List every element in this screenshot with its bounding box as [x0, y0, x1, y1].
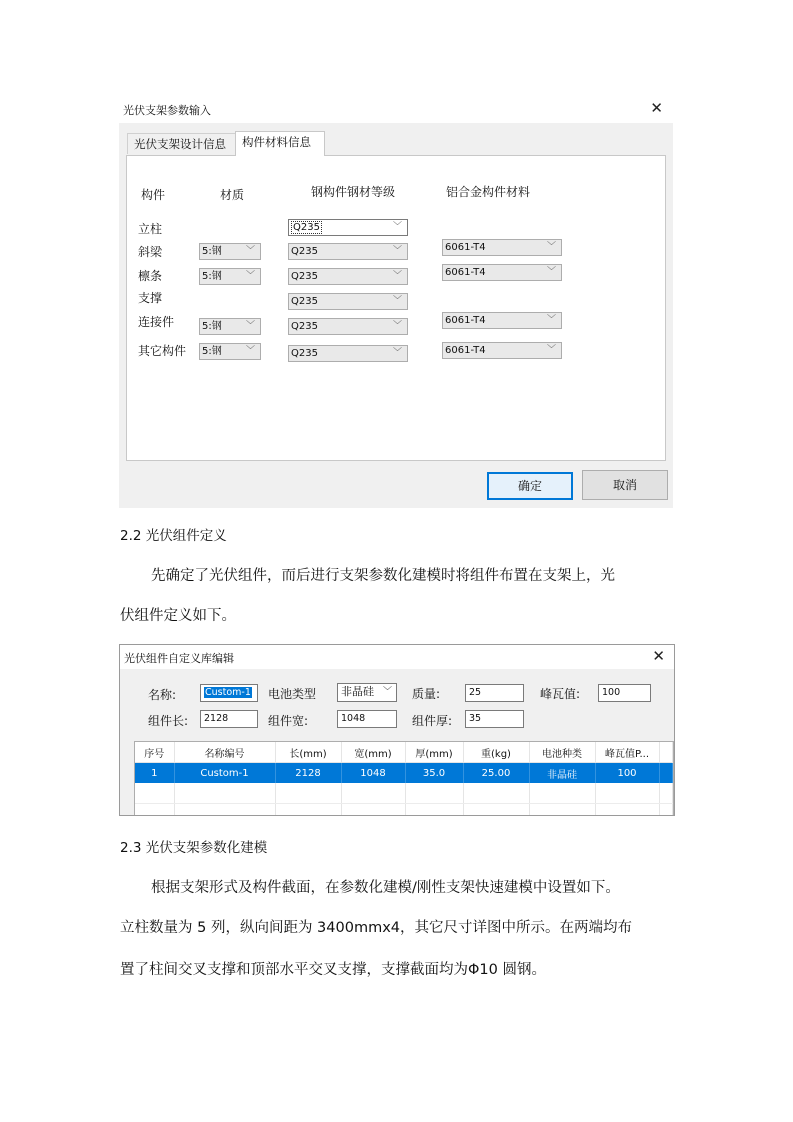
- table-cell: [659, 763, 672, 784]
- row-label-brace: 支撑: [138, 291, 163, 305]
- grade-value: Q235: [291, 321, 318, 332]
- column-header[interactable]: 宽(mm): [341, 742, 405, 763]
- grade-select-column[interactable]: [288, 219, 408, 236]
- header-alu-material: 铝合金构件材料: [446, 185, 531, 199]
- table-cell: 非晶硅: [529, 763, 595, 784]
- material-select-rafter[interactable]: [199, 243, 261, 260]
- material-value: 5:钢: [202, 271, 222, 282]
- grade-value: Q235: [291, 271, 318, 282]
- table-cell: 35.0: [405, 763, 463, 784]
- grade-value: Q235: [293, 222, 320, 233]
- grade-value: Q235: [291, 348, 318, 359]
- chevron-down-icon: ﹀: [392, 271, 402, 281]
- chevron-down-icon: ﹀: [392, 321, 402, 331]
- member-material-dialog: [119, 96, 673, 508]
- cell-type-select[interactable]: [337, 683, 397, 702]
- close-icon[interactable]: ✕: [650, 99, 663, 117]
- column-header[interactable]: 厚(mm): [405, 742, 463, 763]
- cell-type-value: 非晶硅: [341, 685, 374, 698]
- column-header[interactable]: 峰瓦值P...: [595, 742, 659, 763]
- mass-input[interactable]: 25: [465, 684, 524, 702]
- material-select-other[interactable]: [199, 343, 261, 360]
- material-value: 5:钢: [202, 346, 222, 357]
- peak-watt-label: 峰瓦值:: [540, 687, 581, 701]
- alu-select-rafter[interactable]: [442, 239, 562, 256]
- chevron-down-icon: ﹀: [546, 315, 556, 325]
- length-input[interactable]: 2128: [200, 710, 258, 728]
- alu-value: 6061-T4: [445, 267, 486, 278]
- alu-select-connector[interactable]: [442, 312, 562, 329]
- tab-member-material[interactable]: 构件材料信息: [235, 131, 325, 156]
- cancel-button[interactable]: 取消: [582, 470, 668, 500]
- chevron-down-icon: ﹀: [245, 321, 255, 331]
- chevron-down-icon: ﹀: [546, 242, 556, 252]
- row-label-connector: 连接件: [138, 315, 175, 329]
- grade-select-brace[interactable]: [288, 293, 408, 310]
- column-header[interactable]: 序号: [135, 742, 174, 763]
- column-header[interactable]: 重(kg): [463, 742, 529, 763]
- table-row[interactable]: [135, 804, 672, 817]
- table-cell: 2128: [275, 763, 341, 784]
- dialog-title: 光伏组件自定义库编辑: [124, 652, 234, 665]
- grade-select-connector[interactable]: [288, 318, 408, 335]
- length-label: 组件长:: [148, 714, 189, 728]
- alu-value: 6061-T4: [445, 345, 486, 356]
- dialog-title: 光伏支架参数输入: [123, 104, 211, 117]
- tab-design-info[interactable]: 光伏支架设计信息: [127, 133, 237, 154]
- row-label-column: 立柱: [138, 222, 163, 236]
- header-steel-grade: 钢构件钢材等级: [311, 185, 396, 199]
- material-value: 5:钢: [202, 246, 222, 257]
- table-row[interactable]: [135, 763, 672, 784]
- alu-value: 6061-T4: [445, 242, 486, 253]
- section-heading-2-2: 2.2 光伏组件定义: [120, 528, 227, 544]
- material-select-connector[interactable]: [199, 318, 261, 335]
- dialog-titlebar: [119, 96, 673, 123]
- row-label-rafter: 斜梁: [138, 245, 163, 259]
- paragraph-line: 立柱数量为 5 列，纵向间距为 3400mmx4，其它尺寸详图中所示。在两端均布: [120, 920, 633, 936]
- section-heading-2-3: 2.3 光伏支架参数化建模: [120, 840, 268, 856]
- name-value: Custom-1: [205, 687, 251, 698]
- alu-select-purlin[interactable]: [442, 264, 562, 281]
- ok-button[interactable]: 确定: [487, 472, 573, 500]
- chevron-down-icon: ﹀: [245, 271, 255, 281]
- column-header[interactable]: 长(mm): [275, 742, 341, 763]
- width-label: 组件宽:: [268, 714, 309, 728]
- column-header[interactable]: 名称编号: [174, 742, 275, 763]
- table-cell: 25.00: [463, 763, 529, 784]
- chevron-down-icon: ﹀: [245, 346, 255, 356]
- grade-value: Q235: [291, 246, 318, 257]
- header-material: 材质: [220, 188, 245, 202]
- grade-select-rafter[interactable]: [288, 243, 408, 260]
- paragraph-line: 伏组件定义如下。: [120, 608, 236, 624]
- cell-type-label: 电池类型: [268, 687, 317, 701]
- peak-watt-input[interactable]: 100: [598, 684, 651, 702]
- chevron-down-icon: ﹀: [546, 345, 556, 355]
- table-cell: Custom-1: [174, 763, 275, 784]
- paragraph-line: 置了柱间交叉支撑和顶部水平交叉支撑，支撑截面均为Φ10 圆钢。: [120, 962, 546, 978]
- column-header[interactable]: 电池种类: [529, 742, 595, 763]
- width-input[interactable]: 1048: [337, 710, 397, 728]
- table-cell: 1048: [341, 763, 405, 784]
- close-icon[interactable]: ✕: [652, 647, 665, 665]
- chevron-down-icon: ﹀: [245, 246, 255, 256]
- grade-select-purlin[interactable]: [288, 268, 408, 285]
- grade-value: Q235: [291, 296, 318, 307]
- chevron-down-icon: ﹀: [392, 246, 402, 256]
- name-label: 名称:: [148, 688, 177, 702]
- paragraph-line: 先确定了光伏组件，而后进行支架参数化建模时将组件布置在支架上，光: [151, 568, 615, 584]
- pv-module-library-dialog: [119, 644, 675, 816]
- table-cell: 100: [595, 763, 659, 784]
- name-input[interactable]: [200, 684, 258, 702]
- thickness-label: 组件厚:: [412, 714, 453, 728]
- grade-select-other[interactable]: [288, 345, 408, 362]
- chevron-down-icon: ﹀: [392, 222, 402, 232]
- paragraph-line: 根据支架形式及构件截面，在参数化建模/刚性支架快速建模中设置如下。: [151, 880, 620, 896]
- header-member: 构件: [141, 188, 166, 202]
- table-header-row: [135, 742, 672, 763]
- chevron-down-icon: ﹀: [546, 267, 556, 277]
- mass-label: 质量:: [412, 687, 441, 701]
- material-value: 5:钢: [202, 321, 222, 332]
- chevron-down-icon: ﹀: [382, 687, 392, 697]
- material-select-purlin[interactable]: [199, 268, 261, 285]
- table-row[interactable]: [135, 783, 672, 804]
- row-label-purlin: 檩条: [138, 269, 163, 283]
- thickness-input[interactable]: 35: [465, 710, 524, 728]
- column-header-filler: [659, 742, 672, 763]
- row-label-other: 其它构件: [138, 344, 187, 358]
- table-cell: 1: [135, 763, 174, 784]
- module-table: [134, 741, 674, 816]
- chevron-down-icon: ﹀: [392, 296, 402, 306]
- chevron-down-icon: ﹀: [392, 348, 402, 358]
- alu-value: 6061-T4: [445, 315, 486, 326]
- dialog-titlebar: [120, 645, 674, 669]
- alu-select-other[interactable]: [442, 342, 562, 359]
